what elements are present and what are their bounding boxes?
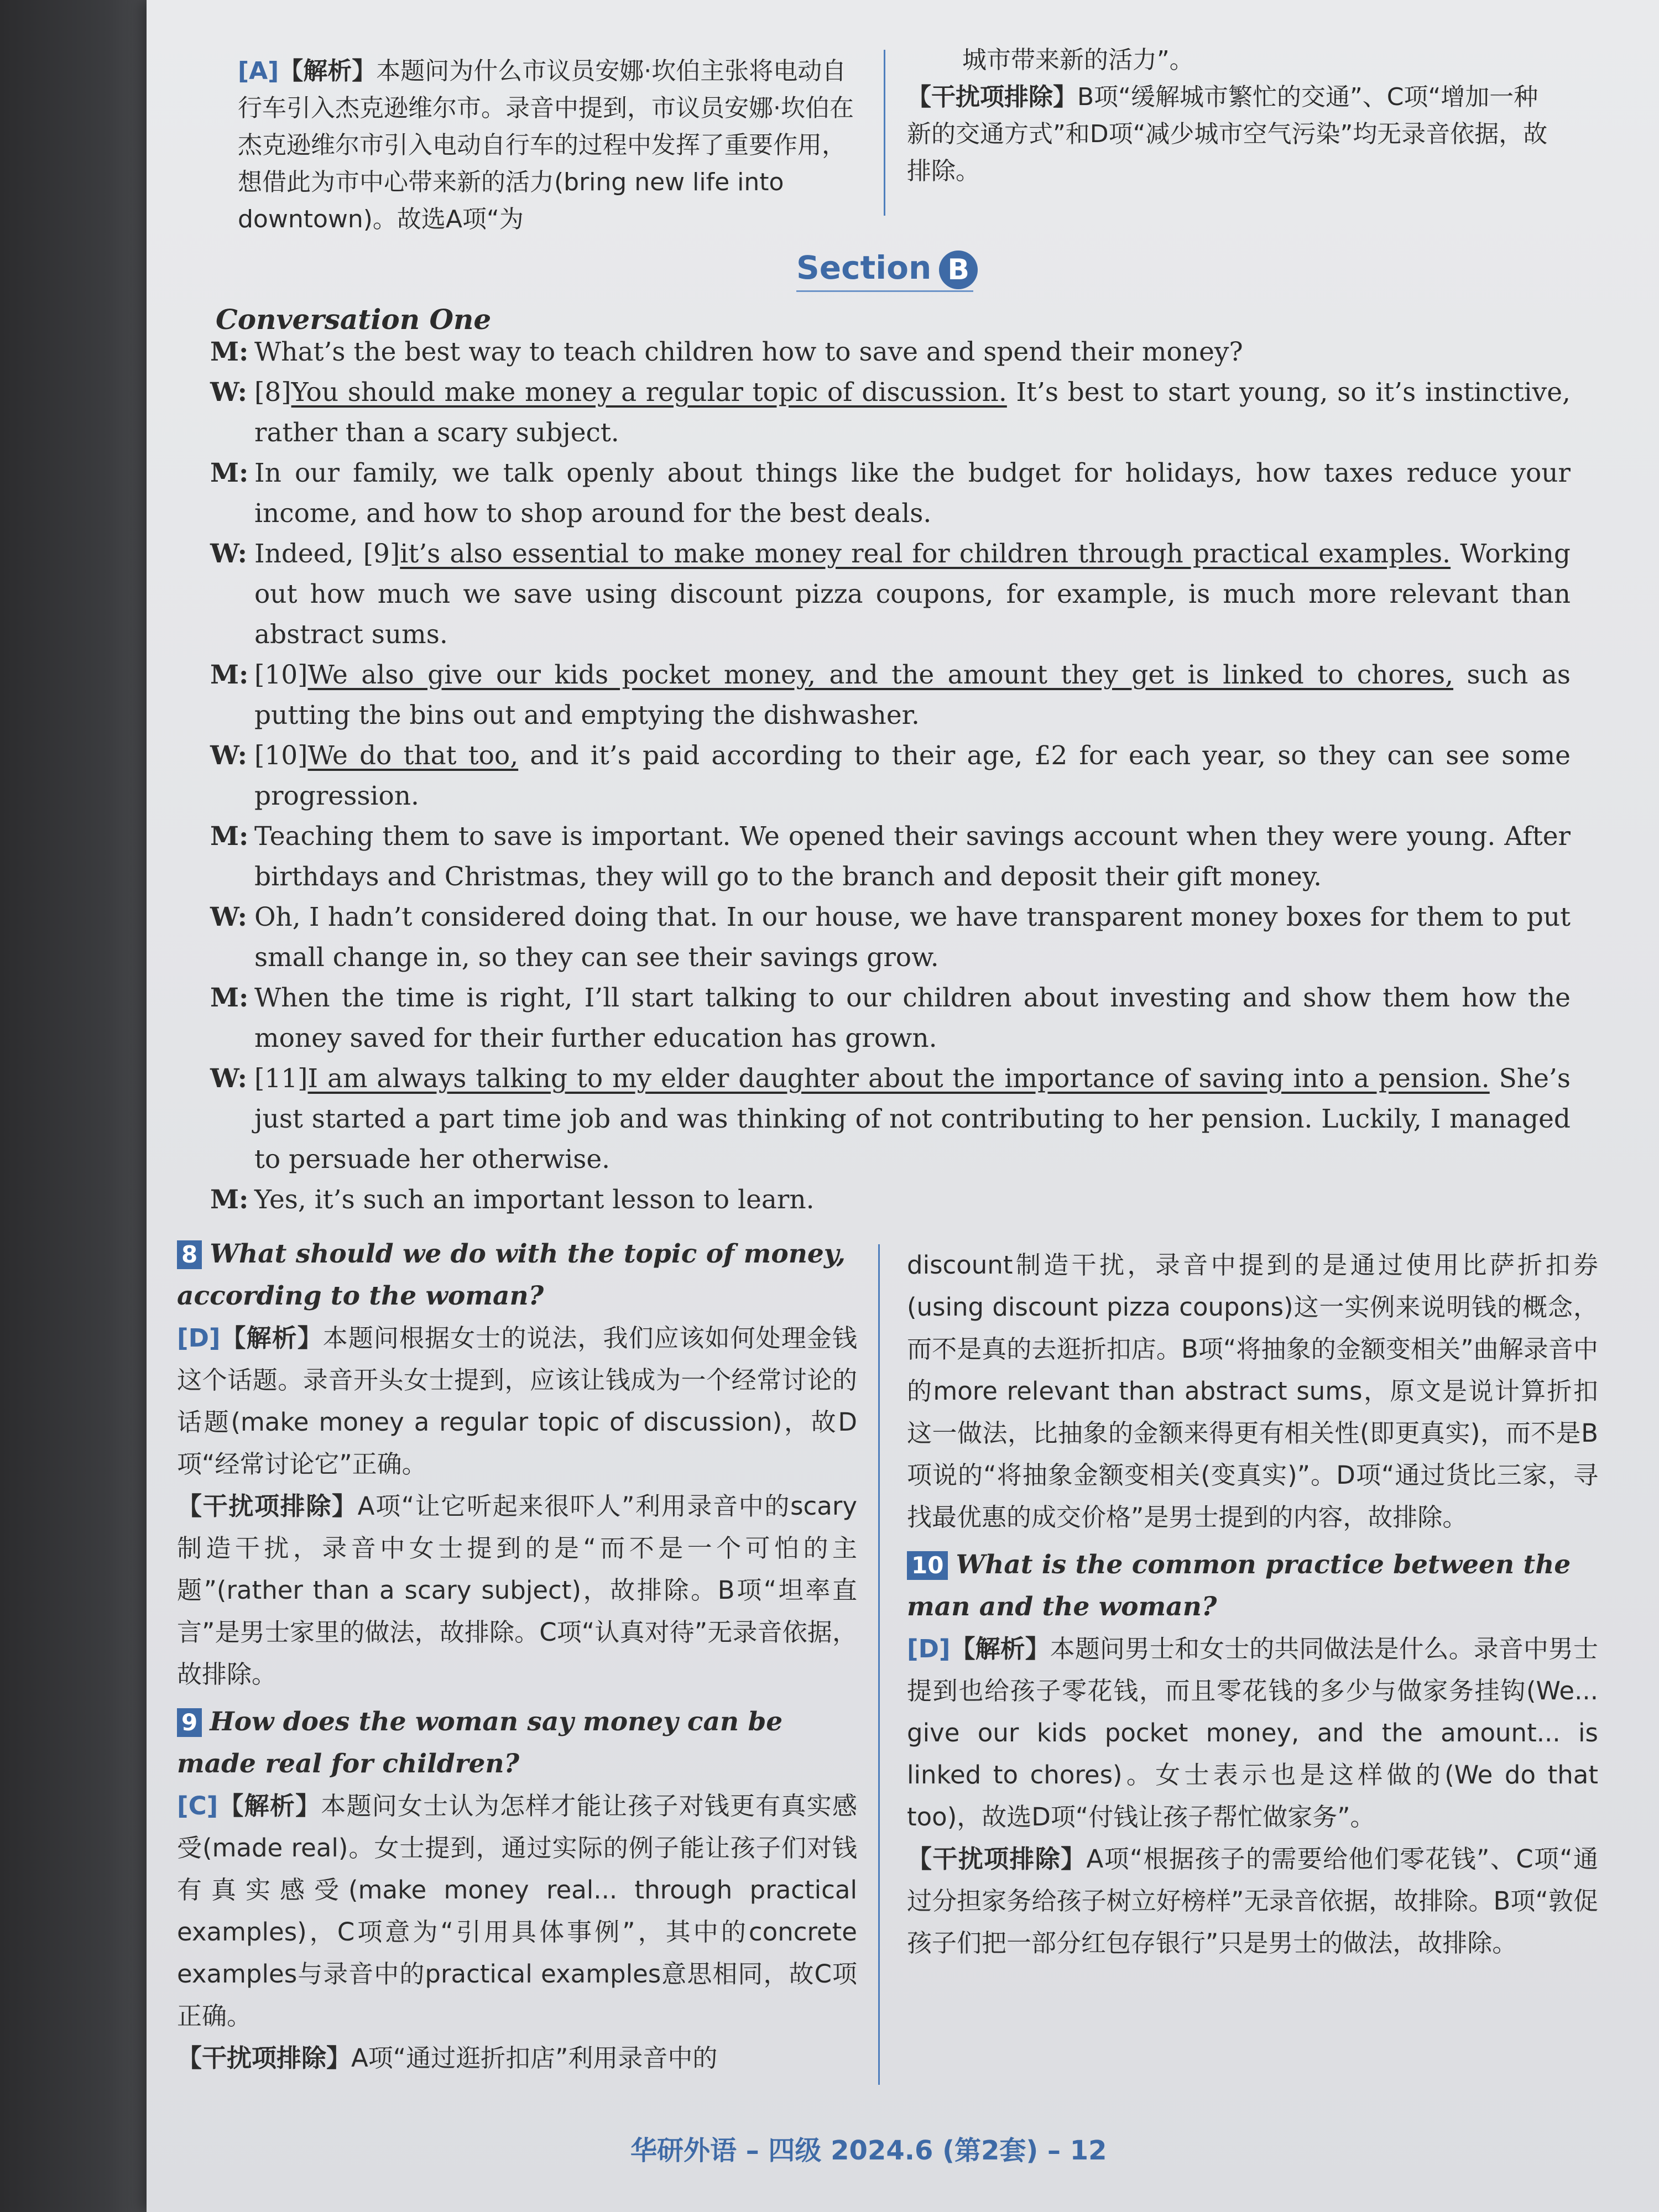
dialog-line	[210, 816, 1571, 897]
analysis-text: 本题问女士认为怎样才能让孩子对钱更有真实感受(made real)。女士提到，通过实际的例子能让孩子们对钱有真实感受(make money real... through practical examples)，C项意为“引用具体事例”，其中的concrete examples与录音中的practical examples意思相同，故C项正确。	[177, 1791, 857, 2031]
analysis-8	[177, 1317, 857, 1485]
question-text: How does the woman say money can be made real for children?	[177, 1707, 783, 1779]
analysis-text: 本题问为什么市议员安娜·坎伯主张将电动自行车引入杰克逊维尔市。录音中提到，市议员安娜·坎伯在杰克逊维尔市引入电动自行车的过程中发挥了重要作用，想借此为市中心带来新的活力(bring new life into downtown)。故选A项“为	[238, 57, 854, 233]
analysis-tag: 【解析】	[218, 1791, 321, 1820]
dialog-line	[210, 1058, 1571, 1180]
question-text: What should we do with the topic of money, according to the woman?	[177, 1239, 846, 1311]
utterance-prefix: [10]	[254, 660, 308, 690]
utterance-text: Teaching them to save is important. We opened their savings account when they were young. After birthdays and Christmas, they will go to the branch and deposit their gift money.	[254, 821, 1571, 892]
utterance-text: What’s the best way to teach children how to save and spend their money?	[254, 337, 1243, 367]
question-10	[907, 1544, 1598, 1628]
analysis-10	[907, 1628, 1598, 1838]
underlined-key-sentence: You should make money a regular topic of discussion.	[291, 377, 1007, 408]
conversation-title: Conversation One	[216, 303, 492, 336]
speaker-label: M:	[210, 1185, 249, 1215]
question-text: What is the common practice between the man and the woman?	[907, 1550, 1571, 1622]
distractor-10	[907, 1838, 1598, 1964]
distractor-text: A项“根据孩子的需要给他们零花钱”、C项“通过分担家务给孩子树立好榜样”无录音依据，故排除。B项“敦促孩子们把一部分红包存银行”只是男士的做法，故排除。	[907, 1844, 1598, 1958]
page-footer: 华研外语 – 四级 2024.6 (第2套) – 12	[630, 2135, 1107, 2166]
utterance	[254, 332, 1571, 372]
dialog-line	[210, 655, 1571, 735]
answer-label: [C]	[177, 1791, 218, 1820]
answer-label: [A]	[238, 57, 279, 85]
underlined-key-sentence: We do that too,	[307, 740, 519, 771]
distractor-text: A项“通过逛折扣店”利用录音中的	[351, 2043, 718, 2073]
utterance	[254, 655, 1571, 735]
dialog-line	[210, 332, 1571, 372]
dialog-line	[210, 978, 1571, 1058]
distractor-text: A项“让它听起来很吓人”利用录音中的scary制造干扰，录音中女士提到的是“而不是一个可怕的主题”(rather than a scary subject)，故排除。B项“坦率直言”是男士家里的做法，故排除。C项“认真对待”无录音依据，故排除。	[177, 1491, 857, 1689]
utterance	[254, 897, 1571, 978]
utterance	[254, 816, 1571, 897]
utterance-prefix: Indeed, [9]	[254, 539, 400, 569]
utterance	[254, 534, 1571, 655]
utterance-text: and it’s paid according to their age, £2 for each year, so they can see some progression.	[254, 740, 1571, 811]
speaker-label: W:	[210, 539, 247, 569]
underlined-key-sentence: We also give our kids pocket money, and the amount they get is linked to chores,	[307, 660, 1454, 690]
utterance-text: Yes, it’s such an important lesson to learn.	[254, 1185, 815, 1215]
speaker-label: M:	[210, 337, 249, 367]
utterance-prefix: [10]	[254, 740, 308, 771]
dialog-transcript	[210, 332, 1571, 1220]
question-9	[177, 1701, 857, 1785]
speaker-label: W:	[210, 377, 247, 408]
analysis-tag: 【解析】	[220, 1323, 323, 1353]
speaker-label: M:	[210, 660, 249, 690]
utterance-text: When the time is right, I’ll start talking to our children about investing and show them how the money saved for their further education has grown.	[254, 983, 1571, 1053]
distractor-9	[177, 2037, 857, 2079]
dialog-line	[210, 1180, 1571, 1220]
utterance	[254, 735, 1571, 816]
analysis-continuation: 城市带来新的活力”。	[962, 46, 1194, 74]
utterance-text: Working out how much we save using discount pizza coupons, for example, is much more relevant than abstract sums.	[254, 539, 1571, 650]
dialog-line	[210, 534, 1571, 655]
underlined-key-sentence: I am always talking to my elder daughter about the importance of saving into a pension.	[307, 1063, 1490, 1094]
analysis-text: 本题问根据女士的说法，我们应该如何处理金钱这个话题。录音开头女士提到，应该让钱成为一个经常讨论的话题(make money a regular topic of discussion)，故D项“经常讨论它”正确。	[177, 1323, 857, 1479]
utterance	[254, 372, 1571, 453]
speaker-label: W:	[210, 740, 247, 771]
utterance-prefix: [8]	[254, 377, 291, 408]
utterance	[254, 1058, 1571, 1180]
speaker-label: W:	[210, 1063, 247, 1094]
utterance	[254, 453, 1571, 534]
utterance	[254, 978, 1571, 1058]
distractor-tag: 【干扰项排除】	[907, 83, 1077, 111]
section-label: Section	[796, 249, 932, 286]
distractor-tag: 【干扰项排除】	[177, 1491, 358, 1521]
utterance-text: such as putting the bins out and emptying the dishwasher.	[254, 660, 1571, 731]
dialog-line	[210, 372, 1571, 453]
top-right-analysis	[907, 41, 1559, 190]
section-heading	[796, 249, 978, 289]
question-number: 10	[907, 1551, 948, 1580]
dialog-line	[210, 735, 1571, 816]
dialog-line	[210, 897, 1571, 978]
distractor-tag: 【干扰项排除】	[907, 1844, 1087, 1874]
speaker-label: M:	[210, 821, 249, 852]
speaker-label: W:	[210, 902, 247, 932]
speaker-label: M:	[210, 458, 249, 488]
analysis-tag: 【解析】	[279, 57, 377, 85]
utterance	[254, 1180, 1571, 1220]
analysis-9	[177, 1785, 857, 2037]
question-8	[177, 1233, 857, 1317]
column-divider-top	[884, 50, 885, 216]
question-number: 9	[177, 1708, 202, 1737]
column-divider-bottom	[878, 1244, 880, 2085]
question-number: 8	[177, 1240, 202, 1269]
section-underline	[796, 290, 973, 292]
utterance-text: It’s best to start young, so it’s instinctive, rather than a scary subject.	[254, 377, 1571, 448]
distractor-text: B项“缓解城市繁忙的交通”、C项“增加一种新的交通方式”和D项“减少城市空气污染”均无录音依据，故排除。	[907, 83, 1548, 185]
utterance-text: She’s just started a part time job and was thinking of not contributing to her pension. Luckily, I managed to persuade her otherwise.	[254, 1063, 1571, 1175]
section-letter-badge: B	[939, 251, 978, 289]
answer-label: [D]	[907, 1634, 951, 1663]
dialog-line	[210, 453, 1571, 534]
distractor-tag: 【干扰项排除】	[177, 2043, 352, 2073]
utterance-text: In our family, we talk openly about things like the budget for holidays, how taxes reduce your income, and how to shop around for the best deals.	[254, 458, 1571, 529]
bottom-left-column	[177, 1233, 857, 2079]
distractor-8	[177, 1485, 857, 1695]
speaker-label: M:	[210, 983, 249, 1013]
utterance-prefix: [11]	[254, 1063, 308, 1094]
analysis-text: 本题问男士和女士的共同做法是什么。录音中男士提到也给孩子零花钱，而且零花钱的多少与做家务挂钩(We... give our kids pocket money, and the amount... is linked to chores)。女士表示也是这样做的(We do that too)，故选D项“付钱让孩子帮忙做家务”。	[907, 1634, 1598, 1832]
distractor-9-continued: discount制造干扰，录音中提到的是通过使用比萨折扣券(using discount pizza coupons)这一实例来说明钱的概念，而不是真的去逛折扣店。B项“将抽象的金额变相关”曲解录音中的more relevant than abstract sums，原文是说计算折扣这一做法，比抽象的金额来得更有相关性(即更真实)，而不是B项说的“将抽象金额变相关(变真实)”。D项“通过货比三家，寻找最优惠的成交价格”是男士提到的内容，故排除。	[907, 1250, 1598, 1532]
dark-background	[0, 0, 155, 2212]
utterance-text: Oh, I hadn’t considered doing that. In our house, we have transparent money boxes for them to put small change in, so they can see their savings grow.	[254, 902, 1571, 973]
top-left-analysis	[238, 53, 857, 238]
bottom-right-column	[907, 1244, 1598, 1964]
analysis-tag: 【解析】	[950, 1634, 1050, 1663]
answer-label: [D]	[177, 1323, 221, 1353]
underlined-key-sentence: it’s also essential to make money real for children through practical examples.	[400, 539, 1451, 569]
